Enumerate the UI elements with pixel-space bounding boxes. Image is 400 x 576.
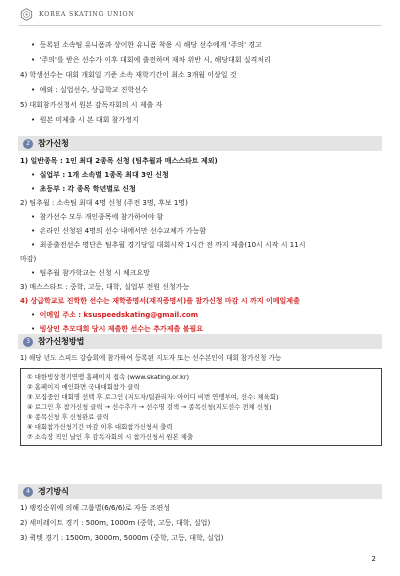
org-name: KOREA SKATING UNION <box>39 10 135 18</box>
step-item: ④ 로그인 후 참가신청 클릭 → 선수추가 → 선수명 검색 → 종목신청(지도선수 전체 신청) <box>27 403 272 411</box>
list-item: • 등록된 소속팀 유니폼과 상이한 유니폼 착용 시 해당 선수에게 '주의' 경고 <box>31 41 262 49</box>
rule-item: 1) 랭킹순위에 의해 그룹별(6/6/6)로 자동 조편성 <box>20 504 171 512</box>
rule-item: 2) 팀추월 : 소속팀 최대 4명 신청 (주전 3명, 후보 1명) <box>20 199 188 207</box>
email-address-link[interactable]: 이메일 주소 : ksuspeedskating@gmail.com <box>39 311 199 319</box>
application-steps-box <box>20 368 382 446</box>
skating-union-logo-icon <box>20 8 33 21</box>
header-divider <box>18 25 382 26</box>
section-number-badge: 4 <box>23 487 33 497</box>
section-header-registration <box>18 136 382 151</box>
rule-item-4: 4) 학생선수는 대회 개회일 기준 소속 재학기간이 최소 3개월 이상일 것 <box>20 71 237 79</box>
list-item: • 참가선수 모두 개인종목에 참가하여야 함 <box>31 213 164 221</box>
section-header-competition-format <box>18 484 382 499</box>
page-header <box>20 6 135 22</box>
step-item: ② 홈페이지 메인화면 국내대회참가 클릭 <box>27 383 140 391</box>
list-item: • 초등부 : 각 종목 학년별로 신청 <box>31 185 136 193</box>
section-title: 참가신청방법 <box>38 337 85 346</box>
list-item: • 이메일 주소 : ksuspeedskating@gmail.com <box>31 311 199 319</box>
rule-item: 1) 일반종목 : 1인 최대 2종목 신청 (팀추월과 매스스타트 제외) <box>20 157 218 165</box>
rule-item-highlight: 4) 상급학교로 진학한 선수는 재학증명서(재직증명서)를 참가신청 마감 시 까지 이메일제출 <box>20 297 300 305</box>
step-item: ⑥ 대회참가신청기간 마감 이후 대회참가신청서 출력 <box>27 423 173 431</box>
rule-item: 2) 세미레이트 경기 : 500m, 1000m (중학, 고등, 대학, 실업) <box>20 519 211 527</box>
rule-item: 1) 해당 년도 스피드 강습회에 참가하여 등록된 지도자 또는 선수본인이 대회 참가신청 가능 <box>20 354 282 362</box>
list-item: • 빙상인 추모대회 당시 제출한 선수는 추가제출 불필요 <box>31 325 203 333</box>
section-title: 경기방식 <box>38 487 69 496</box>
list-item: • 팀추월 참가학교는 신청 시 체크요망 <box>31 269 150 277</box>
section-header-method <box>18 334 382 349</box>
rule-item: 3) 퀵텟 경기 : 1500m, 3000m, 5000m (중학, 고등, 대학, 실업) <box>20 534 224 542</box>
section-title: 참가신청 <box>38 139 69 148</box>
step-item: ① 대한빙상경기연맹 홈페이지 접속 (www.skating.or.kr) <box>27 373 189 381</box>
list-item: • 최종출전선수 명단은 팀추월 경기당일 대회시작 1시간 전 까지 제출(10시 시작 시 11시 <box>31 241 306 249</box>
step-item: ⑦ 소속장 직인 날인 후 감독자회의 시 참가신청서 원본 제출 <box>27 433 193 441</box>
list-item: • 예외 : 실업선수, 상급학교 진학선수 <box>31 86 148 94</box>
rule-item: 3) 매스스타트 : 중학, 고등, 대학, 실업부 전원 신청가능 <box>20 283 190 291</box>
rule-item-5: 5) 대회참가신청서 원본 감독자회의 시 제출 자 <box>20 101 163 109</box>
list-item: • 실업부 : 1개 소속별 1종목 최대 3인 신청 <box>31 171 169 179</box>
step-item: ⑤ 종목신청 후 신청완료 클릭 <box>27 413 109 421</box>
list-item: • 온라인 신청된 4명의 선수 내에서만 선수교체가 가능함 <box>31 227 207 235</box>
list-item: • '주의'를 받은 선수가 이후 대회에 출전하며 재차 위반 시, 해당대회 실격처리 <box>31 56 271 64</box>
list-item: • 원본 미제출 시 본 대회 참가정지 <box>31 116 139 124</box>
step-item: ③ 모집중인 대회명 선택 후 로그인 (지도자/팀관리자: 아이디 비번 연맹부여, 선수: 체육회) <box>27 393 279 401</box>
list-item-continuation: 마감) <box>20 255 37 263</box>
page-number: 2 <box>371 555 376 563</box>
section-number-badge: 3 <box>23 337 33 347</box>
section-number-badge: 2 <box>23 139 33 149</box>
